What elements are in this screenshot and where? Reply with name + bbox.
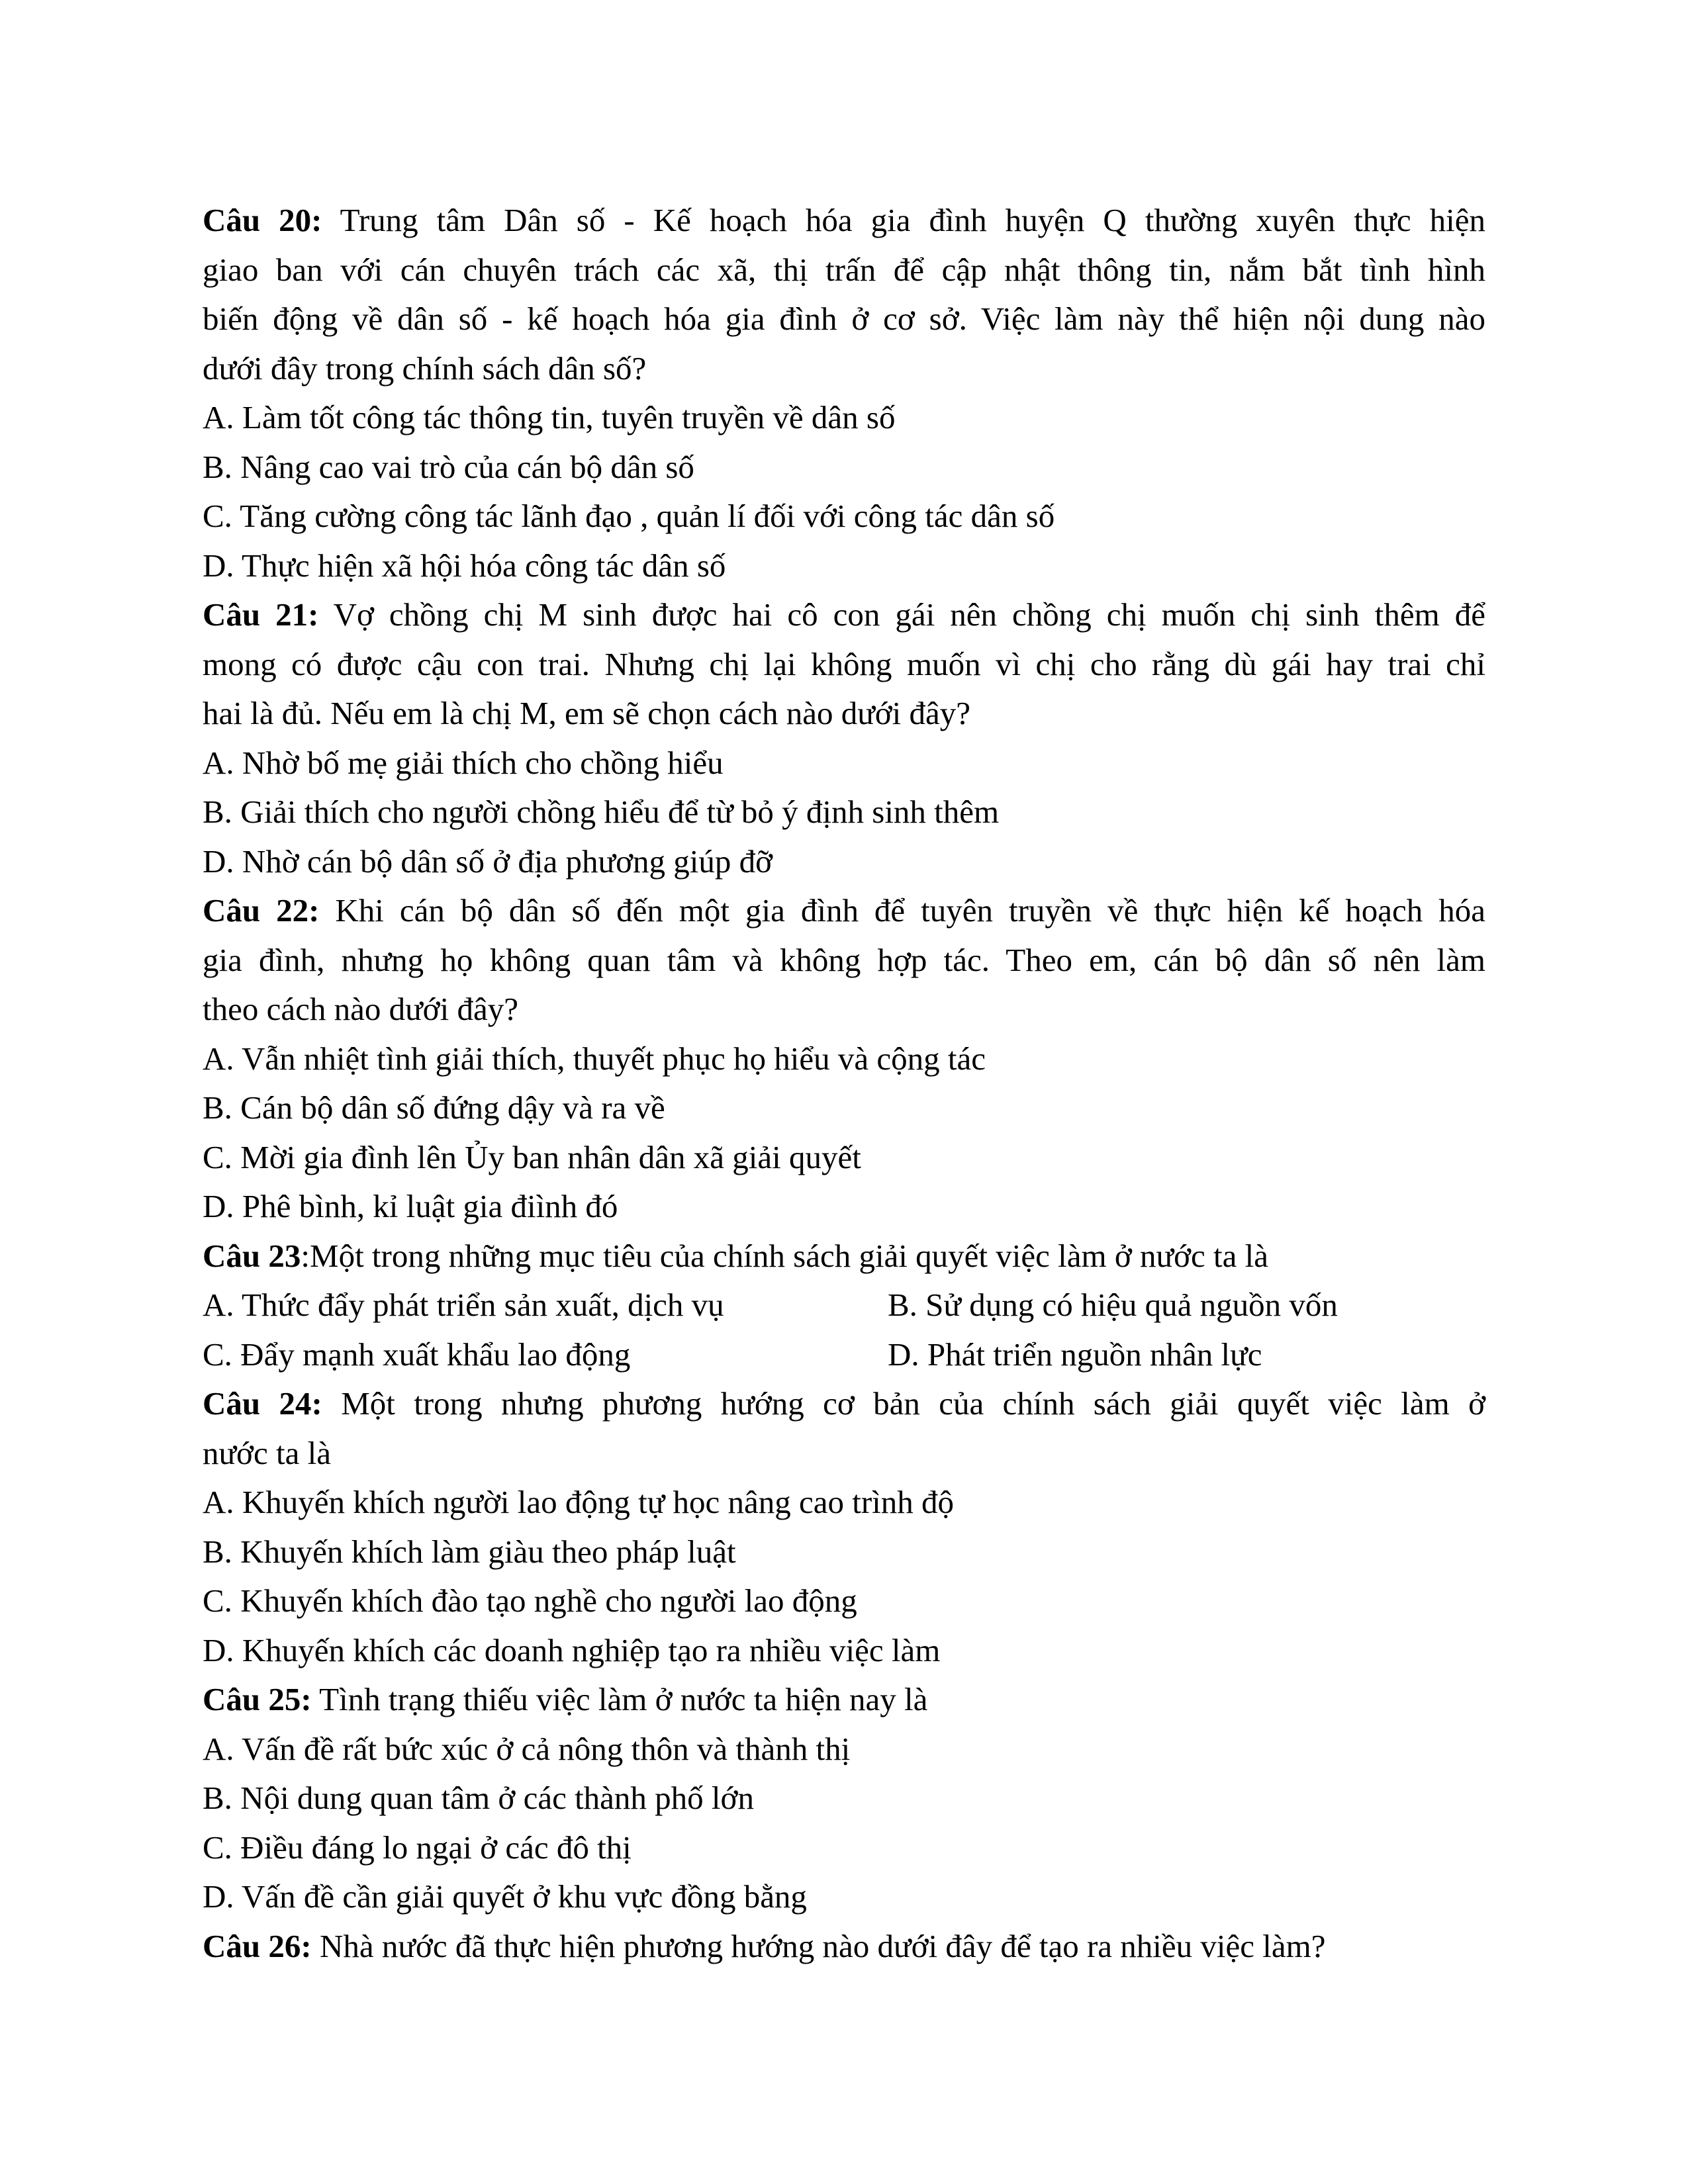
question-21-option-d: D. Nhờ cán bộ dân số ở địa phương giúp đỡ [203,842,773,880]
question-22-line-3: theo cách nào dưới đây? [203,991,518,1027]
question-25-option-a: A. Vấn đề rất bức xúc ở cả nông thôn và thành thị [203,1730,851,1767]
question-21-line-1 [203,590,1485,640]
question-20-line-1 [203,196,1485,246]
question-stem-text: Nhà nước đã thực hiện phương hướng nào dưới đây để tạo ra nhiều việc làm? [319,1927,1326,1964]
question-24-option-a: A. Khuyến khích người lao động tự học nâng cao trình độ [203,1484,955,1520]
question-stem-text: :Một trong những mục tiêu của chính sách giải quyết việc làm ở nước ta là [301,1237,1268,1274]
question-stem-text: Vợ chồng chị M sinh được hai cô con gái nên chồng chị muốn chị sinh thêm để [333,596,1485,633]
question-20-line-3: biến động về dân số - kế hoạch hóa gia đình ở cơ sở. Việc làm này thể hiện nội dung nào [203,300,1485,337]
question-23-option-a: A. Thức đẩy phát triển sản xuất, dịch vụ [203,1287,724,1323]
question-22-line-1 [203,886,1485,936]
question-stem-text: Trung tâm Dân số - Kế hoạch hóa gia đình huyện Q thường xuyên thực hiện [340,202,1485,238]
question-24-line-2: nước ta là [203,1434,331,1471]
question-25-line-1 [203,1675,1485,1725]
question-number: Câu 23 [203,1237,301,1274]
question-20-option-b: B. Nâng cao vai trò của cán bộ dân số [203,448,694,485]
question-number: Câu 26: [203,1927,312,1964]
document-page [203,196,1485,1971]
question-25-option-b: B. Nội dung quan tâm ở các thành phố lớn [203,1780,754,1816]
question-number: Câu 24: [203,1385,322,1422]
question-number: Câu 21: [203,596,319,633]
question-21-line-2: mong có được cậu con trai. Nhưng chị lại không muốn vì chị cho rằng dù gái hay trai chỉ [203,645,1485,682]
question-23-option-c: C. Đẩy mạnh xuất khẩu lao động [203,1336,631,1373]
question-23-options-row-1 [203,1281,1485,1330]
question-20-option-a: A. Làm tốt công tác thông tin, tuyên truyền về dân số [203,399,896,435]
question-23-option-b: B. Sử dụng có hiệu quả nguồn vốn [888,1287,1338,1323]
question-22-option-c: C. Mời gia đình lên Ủy ban nhân dân xã giải quyết [203,1138,861,1175]
question-20-option-c: C. Tăng cường công tác lãnh đạo , quản lí đối với công tác dân số [203,498,1055,534]
question-22-option-d: D. Phê bình, kỉ luật gia điình đó [203,1188,618,1224]
question-23-line-1 [203,1232,1485,1281]
question-23-option-d: D. Phát triển nguồn nhân lực [888,1336,1262,1373]
question-21-option-a: A. Nhờ bố mẹ giải thích cho chồng hiểu [203,744,724,781]
question-stem-text: Một trong nhưng phương hướng cơ bản của chính sách giải quyết việc làm ở [341,1385,1485,1422]
question-21-option-b: B. Giải thích cho người chồng hiểu để từ bỏ ý định sinh thêm [203,794,1000,830]
question-stem-text: Tình trạng thiếu việc làm ở nước ta hiện nay là [319,1681,928,1717]
question-20-line-2: giao ban với cán chuyên trách các xã, thị trấn để cập nhật thông tin, nắm bắt tình hình [203,251,1485,288]
question-20-option-d: D. Thực hiện xã hội hóa công tác dân số [203,547,726,584]
question-26-line-1 [203,1922,1485,1972]
question-21-line-3: hai là đủ. Nếu em là chị M, em sẽ chọn cách nào dưới đây? [203,695,971,731]
question-stem-text: Khi cán bộ dân số đến một gia đình để tuyên truyền về thực hiện kế hoạch hóa [335,892,1486,929]
question-25-option-d: D. Vấn đề cần giải quyết ở khu vực đồng bằng [203,1878,807,1915]
question-20-line-4: dưới đây trong chính sách dân số? [203,349,647,387]
question-23-options-row-2 [203,1330,1485,1380]
question-22-option-b: B. Cán bộ dân số đứng dậy và ra về [203,1089,665,1126]
question-24-option-b: B. Khuyến khích làm giàu theo pháp luật [203,1533,736,1570]
question-24-line-1 [203,1379,1485,1429]
question-22-line-2: gia đình, nhưng họ không quan tâm và không hợp tác. Theo em, cán bộ dân số nên làm [203,941,1485,978]
question-number: Câu 20: [203,202,322,238]
question-24-option-d: D. Khuyến khích các doanh nghiệp tạo ra nhiều việc làm [203,1631,941,1668]
question-22-option-a: A. Vẫn nhiệt tình giải thích, thuyết phục họ hiểu và cộng tác [203,1040,986,1077]
question-number: Câu 22: [203,892,320,929]
question-25-option-c: C. Điều đáng lo ngại ở các đô thị [203,1829,632,1866]
question-24-option-c: C. Khuyến khích đào tạo nghề cho người lao động [203,1582,857,1619]
question-number: Câu 25: [203,1681,312,1717]
